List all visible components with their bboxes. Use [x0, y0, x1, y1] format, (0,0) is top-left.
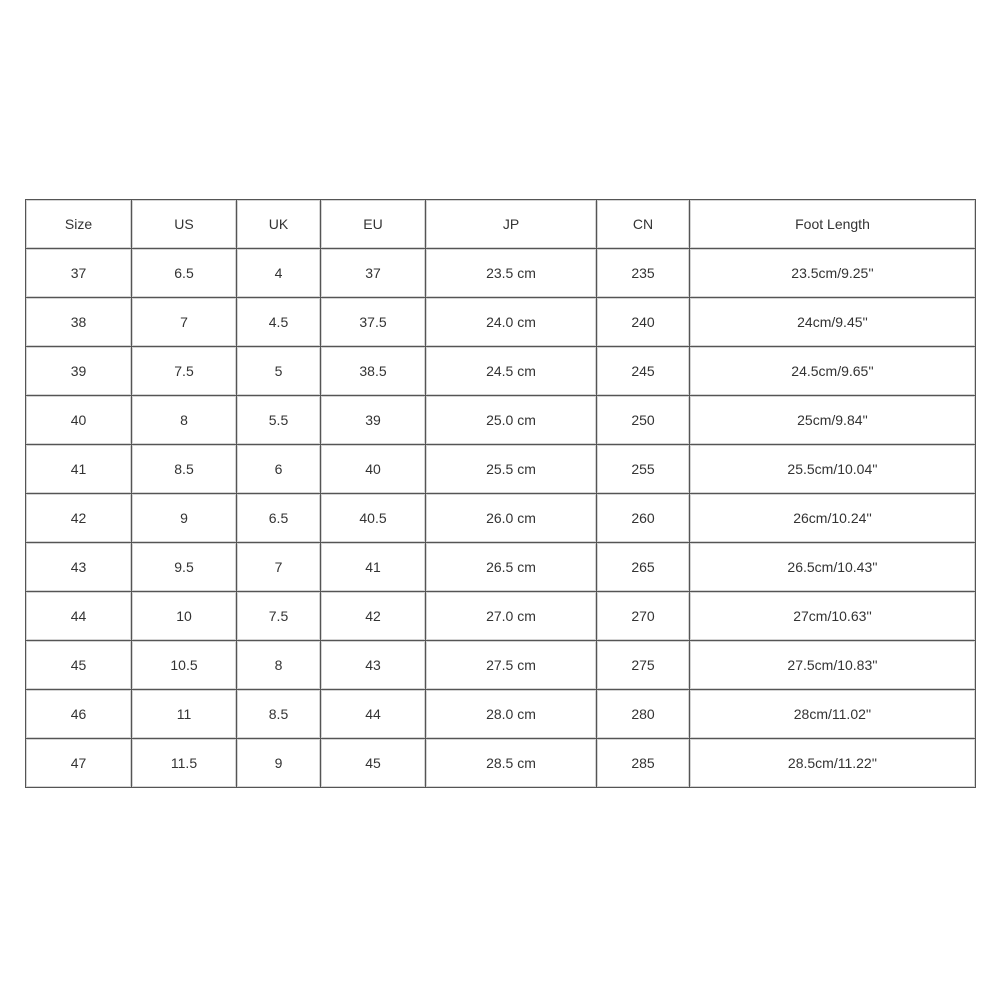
table-row: [26, 739, 976, 788]
cell-uk: 5.5: [237, 396, 321, 445]
size-chart-header: [26, 200, 976, 249]
cell-cn: 260: [597, 494, 690, 543]
cell-eu: 44: [321, 690, 426, 739]
cell-jp: 23.5 cm: [426, 249, 597, 298]
cell-us: 11.5: [132, 739, 237, 788]
cell-size: 44: [26, 592, 132, 641]
cell-eu: 43: [321, 641, 426, 690]
cell-foot-length: 25cm/9.84'': [690, 396, 976, 445]
cell-size: 46: [26, 690, 132, 739]
cell-eu: 40.5: [321, 494, 426, 543]
cell-us: 11: [132, 690, 237, 739]
cell-size: 43: [26, 543, 132, 592]
cell-foot-length: 24cm/9.45'': [690, 298, 976, 347]
table-row: [26, 298, 976, 347]
header-cell-foot-length: Foot Length: [690, 200, 976, 249]
cell-jp: 25.5 cm: [426, 445, 597, 494]
table-row: [26, 641, 976, 690]
table-row: [26, 249, 976, 298]
cell-size: 41: [26, 445, 132, 494]
cell-eu: 40: [321, 445, 426, 494]
cell-size: 40: [26, 396, 132, 445]
cell-uk: 8.5: [237, 690, 321, 739]
cell-jp: 27.0 cm: [426, 592, 597, 641]
cell-eu: 39: [321, 396, 426, 445]
cell-cn: 240: [597, 298, 690, 347]
cell-size: 47: [26, 739, 132, 788]
cell-jp: 26.0 cm: [426, 494, 597, 543]
cell-cn: 235: [597, 249, 690, 298]
table-row: [26, 494, 976, 543]
cell-uk: 5: [237, 347, 321, 396]
cell-size: 37: [26, 249, 132, 298]
size-chart-table: [25, 199, 976, 788]
cell-us: 7.5: [132, 347, 237, 396]
cell-foot-length: 27.5cm/10.83'': [690, 641, 976, 690]
cell-cn: 280: [597, 690, 690, 739]
cell-cn: 250: [597, 396, 690, 445]
cell-eu: 37.5: [321, 298, 426, 347]
cell-foot-length: 27cm/10.63'': [690, 592, 976, 641]
cell-eu: 42: [321, 592, 426, 641]
cell-jp: 28.5 cm: [426, 739, 597, 788]
header-row: [26, 200, 976, 249]
cell-size: 38: [26, 298, 132, 347]
cell-eu: 37: [321, 249, 426, 298]
cell-us: 9: [132, 494, 237, 543]
cell-foot-length: 26cm/10.24'': [690, 494, 976, 543]
cell-uk: 7.5: [237, 592, 321, 641]
cell-jp: 24.0 cm: [426, 298, 597, 347]
cell-jp: 25.0 cm: [426, 396, 597, 445]
cell-uk: 4: [237, 249, 321, 298]
cell-foot-length: 28cm/11.02'': [690, 690, 976, 739]
cell-jp: 27.5 cm: [426, 641, 597, 690]
cell-us: 8: [132, 396, 237, 445]
cell-cn: 255: [597, 445, 690, 494]
header-cell-us: US: [132, 200, 237, 249]
cell-size: 42: [26, 494, 132, 543]
cell-cn: 265: [597, 543, 690, 592]
cell-foot-length: 26.5cm/10.43'': [690, 543, 976, 592]
header-cell-size: Size: [26, 200, 132, 249]
cell-uk: 9: [237, 739, 321, 788]
table-row: [26, 445, 976, 494]
table-row: [26, 690, 976, 739]
cell-us: 7: [132, 298, 237, 347]
cell-us: 9.5: [132, 543, 237, 592]
cell-jp: 24.5 cm: [426, 347, 597, 396]
table-row: [26, 543, 976, 592]
table-row: [26, 347, 976, 396]
cell-jp: 26.5 cm: [426, 543, 597, 592]
cell-us: 10: [132, 592, 237, 641]
cell-us: 8.5: [132, 445, 237, 494]
header-cell-uk: UK: [237, 200, 321, 249]
cell-uk: 6.5: [237, 494, 321, 543]
cell-jp: 28.0 cm: [426, 690, 597, 739]
header-cell-cn: CN: [597, 200, 690, 249]
header-cell-eu: EU: [321, 200, 426, 249]
cell-foot-length: 23.5cm/9.25'': [690, 249, 976, 298]
cell-uk: 6: [237, 445, 321, 494]
cell-uk: 8: [237, 641, 321, 690]
size-chart-body: [26, 249, 976, 788]
cell-size: 45: [26, 641, 132, 690]
cell-foot-length: 25.5cm/10.04'': [690, 445, 976, 494]
cell-uk: 4.5: [237, 298, 321, 347]
cell-cn: 275: [597, 641, 690, 690]
cell-us: 10.5: [132, 641, 237, 690]
table-row: [26, 592, 976, 641]
cell-us: 6.5: [132, 249, 237, 298]
table-row: [26, 396, 976, 445]
cell-size: 39: [26, 347, 132, 396]
cell-foot-length: 28.5cm/11.22'': [690, 739, 976, 788]
cell-cn: 270: [597, 592, 690, 641]
cell-cn: 245: [597, 347, 690, 396]
cell-eu: 41: [321, 543, 426, 592]
cell-cn: 285: [597, 739, 690, 788]
cell-foot-length: 24.5cm/9.65'': [690, 347, 976, 396]
header-cell-jp: JP: [426, 200, 597, 249]
cell-eu: 38.5: [321, 347, 426, 396]
cell-eu: 45: [321, 739, 426, 788]
cell-uk: 7: [237, 543, 321, 592]
